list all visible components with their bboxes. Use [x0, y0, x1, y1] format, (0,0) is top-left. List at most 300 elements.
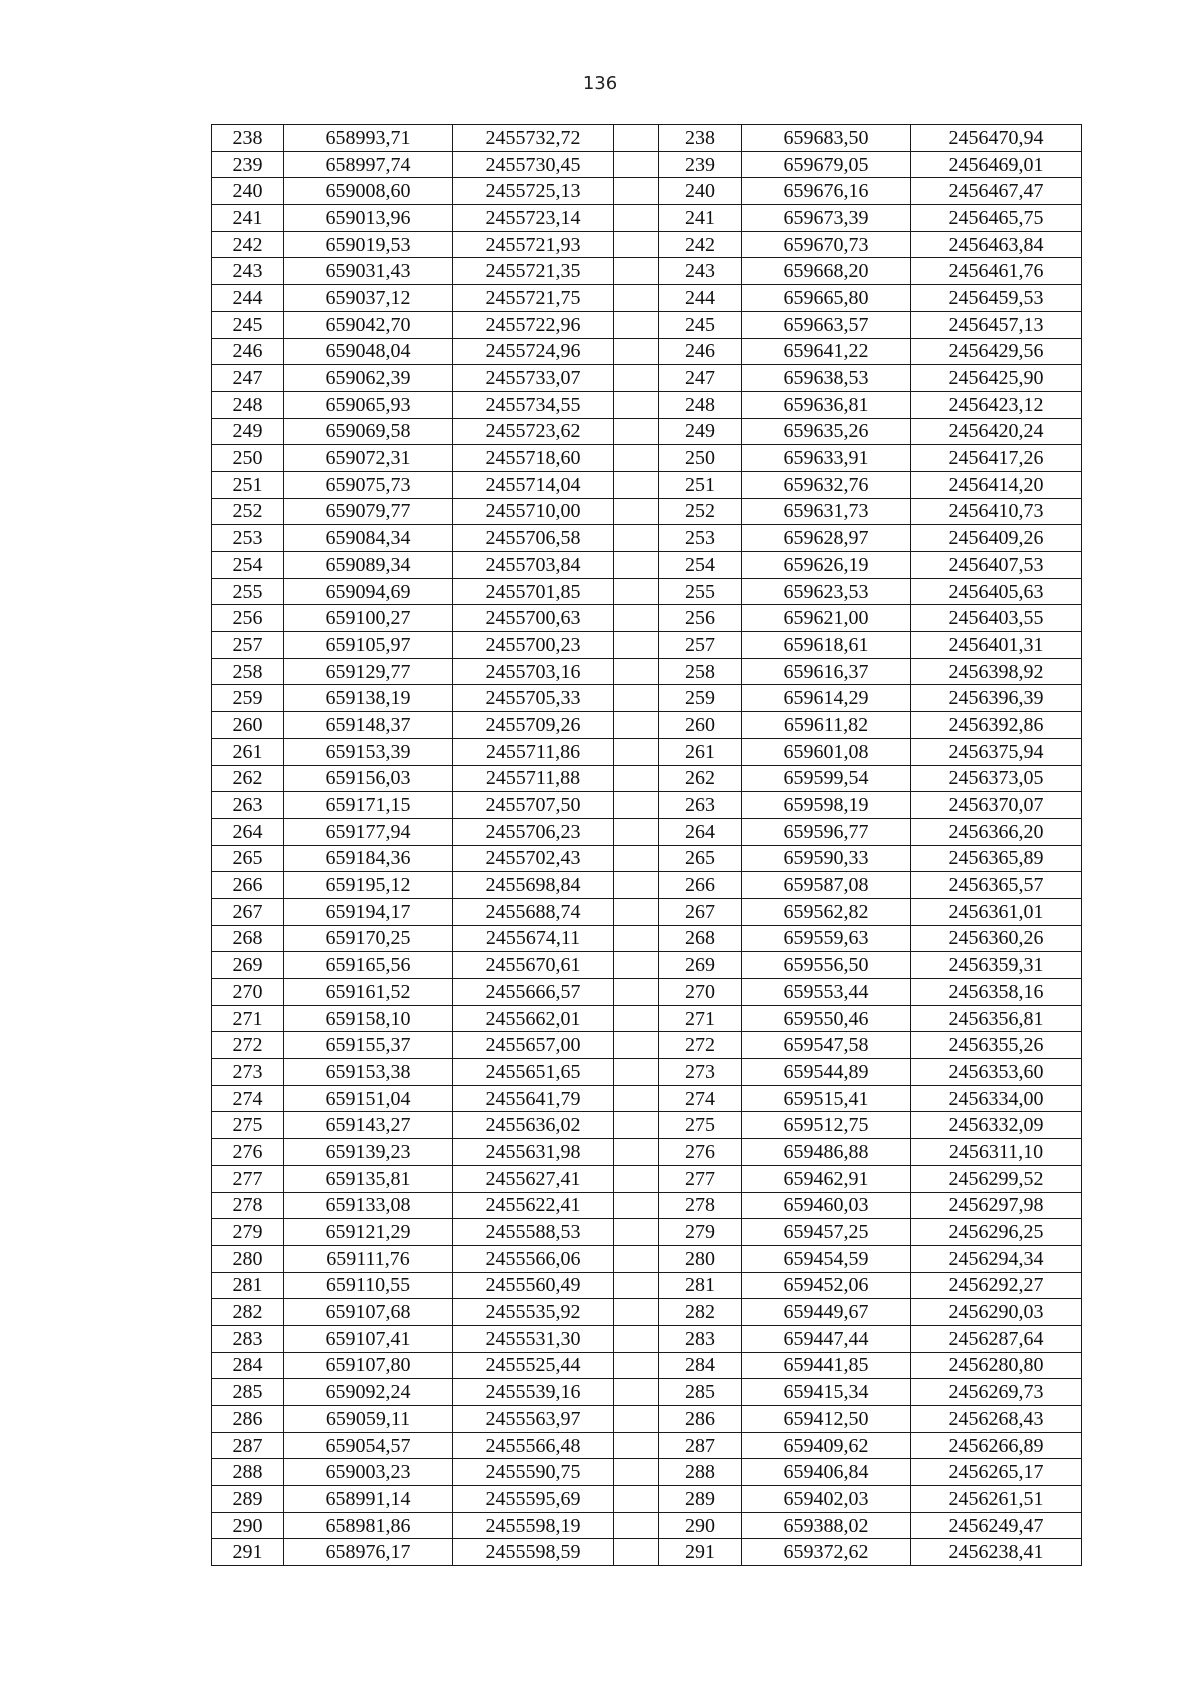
x-coordinate-right: 659636,81	[742, 391, 911, 418]
y-coordinate-right: 2456334,00	[911, 1085, 1082, 1112]
spacer-cell	[614, 498, 659, 525]
table-row	[212, 1459, 1082, 1486]
point-number-left: 241	[212, 205, 284, 232]
spacer-cell	[614, 1005, 659, 1032]
spacer-cell	[614, 1139, 659, 1166]
table-row	[212, 1539, 1082, 1566]
point-number-right: 255	[659, 578, 742, 605]
y-coordinate-left: 2455598,59	[453, 1539, 614, 1566]
point-number-right: 258	[659, 658, 742, 685]
y-coordinate-right: 2456410,73	[911, 498, 1082, 525]
table-row	[212, 338, 1082, 365]
spacer-cell	[614, 205, 659, 232]
page-number: 136	[582, 73, 618, 94]
y-coordinate-right: 2456425,90	[911, 365, 1082, 392]
point-number-left: 272	[212, 1032, 284, 1059]
point-number-left: 288	[212, 1459, 284, 1486]
spacer-cell	[614, 1272, 659, 1299]
point-number-left: 270	[212, 979, 284, 1006]
point-number-left: 263	[212, 792, 284, 819]
x-coordinate-left: 659079,77	[284, 498, 453, 525]
point-number-left: 275	[212, 1112, 284, 1139]
x-coordinate-right: 659683,50	[742, 125, 911, 152]
x-coordinate-right: 659623,53	[742, 578, 911, 605]
y-coordinate-left: 2455711,86	[453, 738, 614, 765]
point-number-left: 260	[212, 712, 284, 739]
x-coordinate-right: 659462,91	[742, 1165, 911, 1192]
y-coordinate-right: 2456366,20	[911, 818, 1082, 845]
point-number-left: 280	[212, 1245, 284, 1272]
y-coordinate-left: 2455535,92	[453, 1299, 614, 1326]
x-coordinate-right: 659611,82	[742, 712, 911, 739]
point-number-left: 289	[212, 1486, 284, 1513]
spacer-cell	[614, 391, 659, 418]
spacer-cell	[614, 1165, 659, 1192]
point-number-left: 243	[212, 258, 284, 285]
point-number-right: 270	[659, 979, 742, 1006]
table-row	[212, 471, 1082, 498]
y-coordinate-left: 2455531,30	[453, 1325, 614, 1352]
y-coordinate-right: 2456280,80	[911, 1352, 1082, 1379]
spacer-cell	[614, 311, 659, 338]
y-coordinate-left: 2455662,01	[453, 1005, 614, 1032]
y-coordinate-left: 2455721,75	[453, 285, 614, 312]
x-coordinate-left: 658981,86	[284, 1512, 453, 1539]
y-coordinate-left: 2455723,62	[453, 418, 614, 445]
point-number-right: 278	[659, 1192, 742, 1219]
spacer-cell	[614, 125, 659, 152]
y-coordinate-left: 2455707,50	[453, 792, 614, 819]
x-coordinate-left: 659031,43	[284, 258, 453, 285]
y-coordinate-right: 2456370,07	[911, 792, 1082, 819]
point-number-right: 283	[659, 1325, 742, 1352]
x-coordinate-left: 659075,73	[284, 471, 453, 498]
x-coordinate-right: 659631,73	[742, 498, 911, 525]
point-number-left: 238	[212, 125, 284, 152]
y-coordinate-right: 2456373,05	[911, 765, 1082, 792]
point-number-left: 283	[212, 1325, 284, 1352]
y-coordinate-right: 2456407,53	[911, 552, 1082, 579]
table-row	[212, 1059, 1082, 1086]
x-coordinate-right: 659632,76	[742, 471, 911, 498]
y-coordinate-right: 2456375,94	[911, 738, 1082, 765]
point-number-right: 281	[659, 1272, 742, 1299]
table-row	[212, 231, 1082, 258]
x-coordinate-right: 659676,16	[742, 178, 911, 205]
y-coordinate-left: 2455595,69	[453, 1486, 614, 1513]
table-row	[212, 898, 1082, 925]
y-coordinate-left: 2455703,16	[453, 658, 614, 685]
y-coordinate-left: 2455598,19	[453, 1512, 614, 1539]
spacer-cell	[614, 845, 659, 872]
table-row	[212, 578, 1082, 605]
y-coordinate-left: 2455733,07	[453, 365, 614, 392]
point-number-right: 265	[659, 845, 742, 872]
x-coordinate-left: 659158,10	[284, 1005, 453, 1032]
y-coordinate-right: 2456403,55	[911, 605, 1082, 632]
x-coordinate-left: 659138,19	[284, 685, 453, 712]
x-coordinate-right: 659457,25	[742, 1219, 911, 1246]
point-number-right: 256	[659, 605, 742, 632]
y-coordinate-left: 2455734,55	[453, 391, 614, 418]
spacer-cell	[614, 1245, 659, 1272]
point-number-left: 276	[212, 1139, 284, 1166]
point-number-left: 265	[212, 845, 284, 872]
y-coordinate-left: 2455700,63	[453, 605, 614, 632]
x-coordinate-left: 659195,12	[284, 872, 453, 899]
x-coordinate-right: 659587,08	[742, 872, 911, 899]
x-coordinate-left: 659107,41	[284, 1325, 453, 1352]
y-coordinate-right: 2456292,27	[911, 1272, 1082, 1299]
point-number-left: 253	[212, 525, 284, 552]
point-number-left: 249	[212, 418, 284, 445]
y-coordinate-right: 2456459,53	[911, 285, 1082, 312]
y-coordinate-right: 2456269,73	[911, 1379, 1082, 1406]
x-coordinate-right: 659614,29	[742, 685, 911, 712]
y-coordinate-left: 2455641,79	[453, 1085, 614, 1112]
table-row	[212, 712, 1082, 739]
spacer-cell	[614, 365, 659, 392]
point-number-right: 266	[659, 872, 742, 899]
table-row	[212, 1112, 1082, 1139]
spacer-cell	[614, 1219, 659, 1246]
spacer-cell	[614, 1192, 659, 1219]
table-row	[212, 1432, 1082, 1459]
table-row	[212, 685, 1082, 712]
spacer-cell	[614, 792, 659, 819]
y-coordinate-left: 2455732,72	[453, 125, 614, 152]
spacer-cell	[614, 1085, 659, 1112]
x-coordinate-right: 659601,08	[742, 738, 911, 765]
x-coordinate-left: 659156,03	[284, 765, 453, 792]
spacer-cell	[614, 445, 659, 472]
x-coordinate-left: 659094,69	[284, 578, 453, 605]
y-coordinate-right: 2456420,24	[911, 418, 1082, 445]
x-coordinate-left: 658997,74	[284, 151, 453, 178]
x-coordinate-left: 659151,04	[284, 1085, 453, 1112]
x-coordinate-left: 659161,52	[284, 979, 453, 1006]
y-coordinate-right: 2456409,26	[911, 525, 1082, 552]
x-coordinate-left: 659139,23	[284, 1139, 453, 1166]
table-row	[212, 498, 1082, 525]
table-row	[212, 605, 1082, 632]
y-coordinate-left: 2455730,45	[453, 151, 614, 178]
x-coordinate-right: 659663,57	[742, 311, 911, 338]
y-coordinate-right: 2456359,31	[911, 952, 1082, 979]
spacer-cell	[614, 552, 659, 579]
y-coordinate-left: 2455636,02	[453, 1112, 614, 1139]
table-row	[212, 952, 1082, 979]
y-coordinate-right: 2456268,43	[911, 1406, 1082, 1433]
y-coordinate-left: 2455703,84	[453, 552, 614, 579]
x-coordinate-left: 659143,27	[284, 1112, 453, 1139]
x-coordinate-left: 659177,94	[284, 818, 453, 845]
point-number-left: 246	[212, 338, 284, 365]
y-coordinate-right: 2456365,57	[911, 872, 1082, 899]
x-coordinate-left: 659059,11	[284, 1406, 453, 1433]
point-number-right: 268	[659, 925, 742, 952]
x-coordinate-right: 659670,73	[742, 231, 911, 258]
spacer-cell	[614, 605, 659, 632]
table-row	[212, 845, 1082, 872]
y-coordinate-right: 2456311,10	[911, 1139, 1082, 1166]
y-coordinate-left: 2455651,65	[453, 1059, 614, 1086]
point-number-left: 266	[212, 872, 284, 899]
coordinates-table-body	[212, 125, 1082, 1566]
x-coordinate-left: 658993,71	[284, 125, 453, 152]
x-coordinate-left: 659135,81	[284, 1165, 453, 1192]
spacer-cell	[614, 471, 659, 498]
point-number-right: 251	[659, 471, 742, 498]
y-coordinate-right: 2456361,01	[911, 898, 1082, 925]
spacer-cell	[614, 1325, 659, 1352]
point-number-left: 262	[212, 765, 284, 792]
spacer-cell	[614, 578, 659, 605]
y-coordinate-right: 2456353,60	[911, 1059, 1082, 1086]
x-coordinate-right: 659618,61	[742, 632, 911, 659]
point-number-left: 274	[212, 1085, 284, 1112]
point-number-left: 259	[212, 685, 284, 712]
y-coordinate-left: 2455710,00	[453, 498, 614, 525]
x-coordinate-right: 659454,59	[742, 1245, 911, 1272]
x-coordinate-left: 659037,12	[284, 285, 453, 312]
point-number-right: 245	[659, 311, 742, 338]
table-row	[212, 125, 1082, 152]
y-coordinate-left: 2455657,00	[453, 1032, 614, 1059]
spacer-cell	[614, 1059, 659, 1086]
point-number-left: 281	[212, 1272, 284, 1299]
x-coordinate-right: 659452,06	[742, 1272, 911, 1299]
spacer-cell	[614, 151, 659, 178]
y-coordinate-left: 2455724,96	[453, 338, 614, 365]
spacer-cell	[614, 1406, 659, 1433]
x-coordinate-left: 659092,24	[284, 1379, 453, 1406]
x-coordinate-right: 659679,05	[742, 151, 911, 178]
point-number-right: 242	[659, 231, 742, 258]
table-row	[212, 365, 1082, 392]
x-coordinate-right: 659628,97	[742, 525, 911, 552]
table-row	[212, 872, 1082, 899]
y-coordinate-right: 2456355,26	[911, 1032, 1082, 1059]
table-row	[212, 925, 1082, 952]
x-coordinate-right: 659388,02	[742, 1512, 911, 1539]
point-number-left: 248	[212, 391, 284, 418]
point-number-right: 263	[659, 792, 742, 819]
y-coordinate-left: 2455566,06	[453, 1245, 614, 1272]
x-coordinate-right: 659633,91	[742, 445, 911, 472]
point-number-left: 284	[212, 1352, 284, 1379]
spacer-cell	[614, 285, 659, 312]
spacer-cell	[614, 525, 659, 552]
x-coordinate-right: 659641,22	[742, 338, 911, 365]
table-row	[212, 1512, 1082, 1539]
y-coordinate-left: 2455722,96	[453, 311, 614, 338]
point-number-right: 274	[659, 1085, 742, 1112]
y-coordinate-right: 2456360,26	[911, 925, 1082, 952]
y-coordinate-right: 2456465,75	[911, 205, 1082, 232]
x-coordinate-right: 659447,44	[742, 1325, 911, 1352]
table-row	[212, 658, 1082, 685]
point-number-right: 238	[659, 125, 742, 152]
point-number-left: 244	[212, 285, 284, 312]
y-coordinate-right: 2456405,63	[911, 578, 1082, 605]
x-coordinate-right: 659621,00	[742, 605, 911, 632]
spacer-cell	[614, 685, 659, 712]
x-coordinate-left: 659148,37	[284, 712, 453, 739]
y-coordinate-left: 2455705,33	[453, 685, 614, 712]
point-number-right: 277	[659, 1165, 742, 1192]
spacer-cell	[614, 952, 659, 979]
point-number-right: 252	[659, 498, 742, 525]
x-coordinate-right: 659460,03	[742, 1192, 911, 1219]
point-number-left: 242	[212, 231, 284, 258]
y-coordinate-left: 2455666,57	[453, 979, 614, 1006]
x-coordinate-left: 659107,68	[284, 1299, 453, 1326]
point-number-left: 252	[212, 498, 284, 525]
x-coordinate-left: 659133,08	[284, 1192, 453, 1219]
spacer-cell	[614, 632, 659, 659]
table-row	[212, 1486, 1082, 1513]
y-coordinate-right: 2456365,89	[911, 845, 1082, 872]
y-coordinate-left: 2455590,75	[453, 1459, 614, 1486]
point-number-left: 278	[212, 1192, 284, 1219]
spacer-cell	[614, 712, 659, 739]
x-coordinate-right: 659409,62	[742, 1432, 911, 1459]
point-number-right: 272	[659, 1032, 742, 1059]
x-coordinate-left: 659008,60	[284, 178, 453, 205]
point-number-left: 255	[212, 578, 284, 605]
spacer-cell	[614, 872, 659, 899]
table-row	[212, 1032, 1082, 1059]
x-coordinate-left: 659129,77	[284, 658, 453, 685]
y-coordinate-right: 2456463,84	[911, 231, 1082, 258]
spacer-cell	[614, 178, 659, 205]
point-number-right: 248	[659, 391, 742, 418]
spacer-cell	[614, 1112, 659, 1139]
x-coordinate-right: 659553,44	[742, 979, 911, 1006]
point-number-right: 243	[659, 258, 742, 285]
x-coordinate-left: 659171,15	[284, 792, 453, 819]
point-number-left: 258	[212, 658, 284, 685]
spacer-cell	[614, 1539, 659, 1566]
y-coordinate-left: 2455588,53	[453, 1219, 614, 1246]
x-coordinate-right: 659412,50	[742, 1406, 911, 1433]
spacer-cell	[614, 1432, 659, 1459]
spacer-cell	[614, 818, 659, 845]
table-row	[212, 1219, 1082, 1246]
point-number-left: 269	[212, 952, 284, 979]
y-coordinate-left: 2455525,44	[453, 1352, 614, 1379]
y-coordinate-right: 2456470,94	[911, 125, 1082, 152]
spacer-cell	[614, 658, 659, 685]
spacer-cell	[614, 231, 659, 258]
y-coordinate-right: 2456297,98	[911, 1192, 1082, 1219]
table-row	[212, 418, 1082, 445]
point-number-right: 246	[659, 338, 742, 365]
table-row	[212, 1245, 1082, 1272]
x-coordinate-right: 659415,34	[742, 1379, 911, 1406]
x-coordinate-left: 658991,14	[284, 1486, 453, 1513]
point-number-left: 282	[212, 1299, 284, 1326]
y-coordinate-right: 2456457,13	[911, 311, 1082, 338]
x-coordinate-right: 659547,58	[742, 1032, 911, 1059]
x-coordinate-right: 659515,41	[742, 1085, 911, 1112]
point-number-left: 271	[212, 1005, 284, 1032]
y-coordinate-right: 2456398,92	[911, 658, 1082, 685]
x-coordinate-left: 659069,58	[284, 418, 453, 445]
point-number-right: 282	[659, 1299, 742, 1326]
x-coordinate-left: 659062,39	[284, 365, 453, 392]
y-coordinate-right: 2456287,64	[911, 1325, 1082, 1352]
point-number-right: 287	[659, 1432, 742, 1459]
y-coordinate-left: 2455723,14	[453, 205, 614, 232]
y-coordinate-right: 2456266,89	[911, 1432, 1082, 1459]
point-number-left: 267	[212, 898, 284, 925]
table-row	[212, 1352, 1082, 1379]
point-number-left: 247	[212, 365, 284, 392]
x-coordinate-left: 659194,17	[284, 898, 453, 925]
point-number-right: 260	[659, 712, 742, 739]
spacer-cell	[614, 1032, 659, 1059]
x-coordinate-left: 659100,27	[284, 605, 453, 632]
point-number-right: 269	[659, 952, 742, 979]
x-coordinate-left: 659153,39	[284, 738, 453, 765]
y-coordinate-right: 2456265,17	[911, 1459, 1082, 1486]
x-coordinate-right: 659598,19	[742, 792, 911, 819]
point-number-left: 250	[212, 445, 284, 472]
y-coordinate-left: 2455698,84	[453, 872, 614, 899]
x-coordinate-right: 659562,82	[742, 898, 911, 925]
point-number-right: 244	[659, 285, 742, 312]
x-coordinate-right: 659673,39	[742, 205, 911, 232]
table-row	[212, 818, 1082, 845]
point-number-left: 291	[212, 1539, 284, 1566]
table-row	[212, 1005, 1082, 1032]
x-coordinate-left: 659165,56	[284, 952, 453, 979]
point-number-right: 289	[659, 1486, 742, 1513]
y-coordinate-left: 2455622,41	[453, 1192, 614, 1219]
table-row	[212, 178, 1082, 205]
table-row	[212, 205, 1082, 232]
x-coordinate-right: 659402,03	[742, 1486, 911, 1513]
x-coordinate-left: 659048,04	[284, 338, 453, 365]
spacer-cell	[614, 258, 659, 285]
point-number-right: 276	[659, 1139, 742, 1166]
point-number-left: 290	[212, 1512, 284, 1539]
point-number-right: 249	[659, 418, 742, 445]
x-coordinate-left: 659155,37	[284, 1032, 453, 1059]
table-row	[212, 391, 1082, 418]
y-coordinate-left: 2455688,74	[453, 898, 614, 925]
point-number-left: 240	[212, 178, 284, 205]
y-coordinate-right: 2456396,39	[911, 685, 1082, 712]
table-row	[212, 1299, 1082, 1326]
x-coordinate-right: 659556,50	[742, 952, 911, 979]
point-number-left: 268	[212, 925, 284, 952]
spacer-cell	[614, 1379, 659, 1406]
table-row	[212, 738, 1082, 765]
x-coordinate-left: 659105,97	[284, 632, 453, 659]
point-number-left: 279	[212, 1219, 284, 1246]
point-number-left: 239	[212, 151, 284, 178]
y-coordinate-left: 2455700,23	[453, 632, 614, 659]
spacer-cell	[614, 338, 659, 365]
point-number-left: 256	[212, 605, 284, 632]
y-coordinate-left: 2455711,88	[453, 765, 614, 792]
point-number-right: 241	[659, 205, 742, 232]
point-number-left: 285	[212, 1379, 284, 1406]
y-coordinate-left: 2455721,93	[453, 231, 614, 258]
